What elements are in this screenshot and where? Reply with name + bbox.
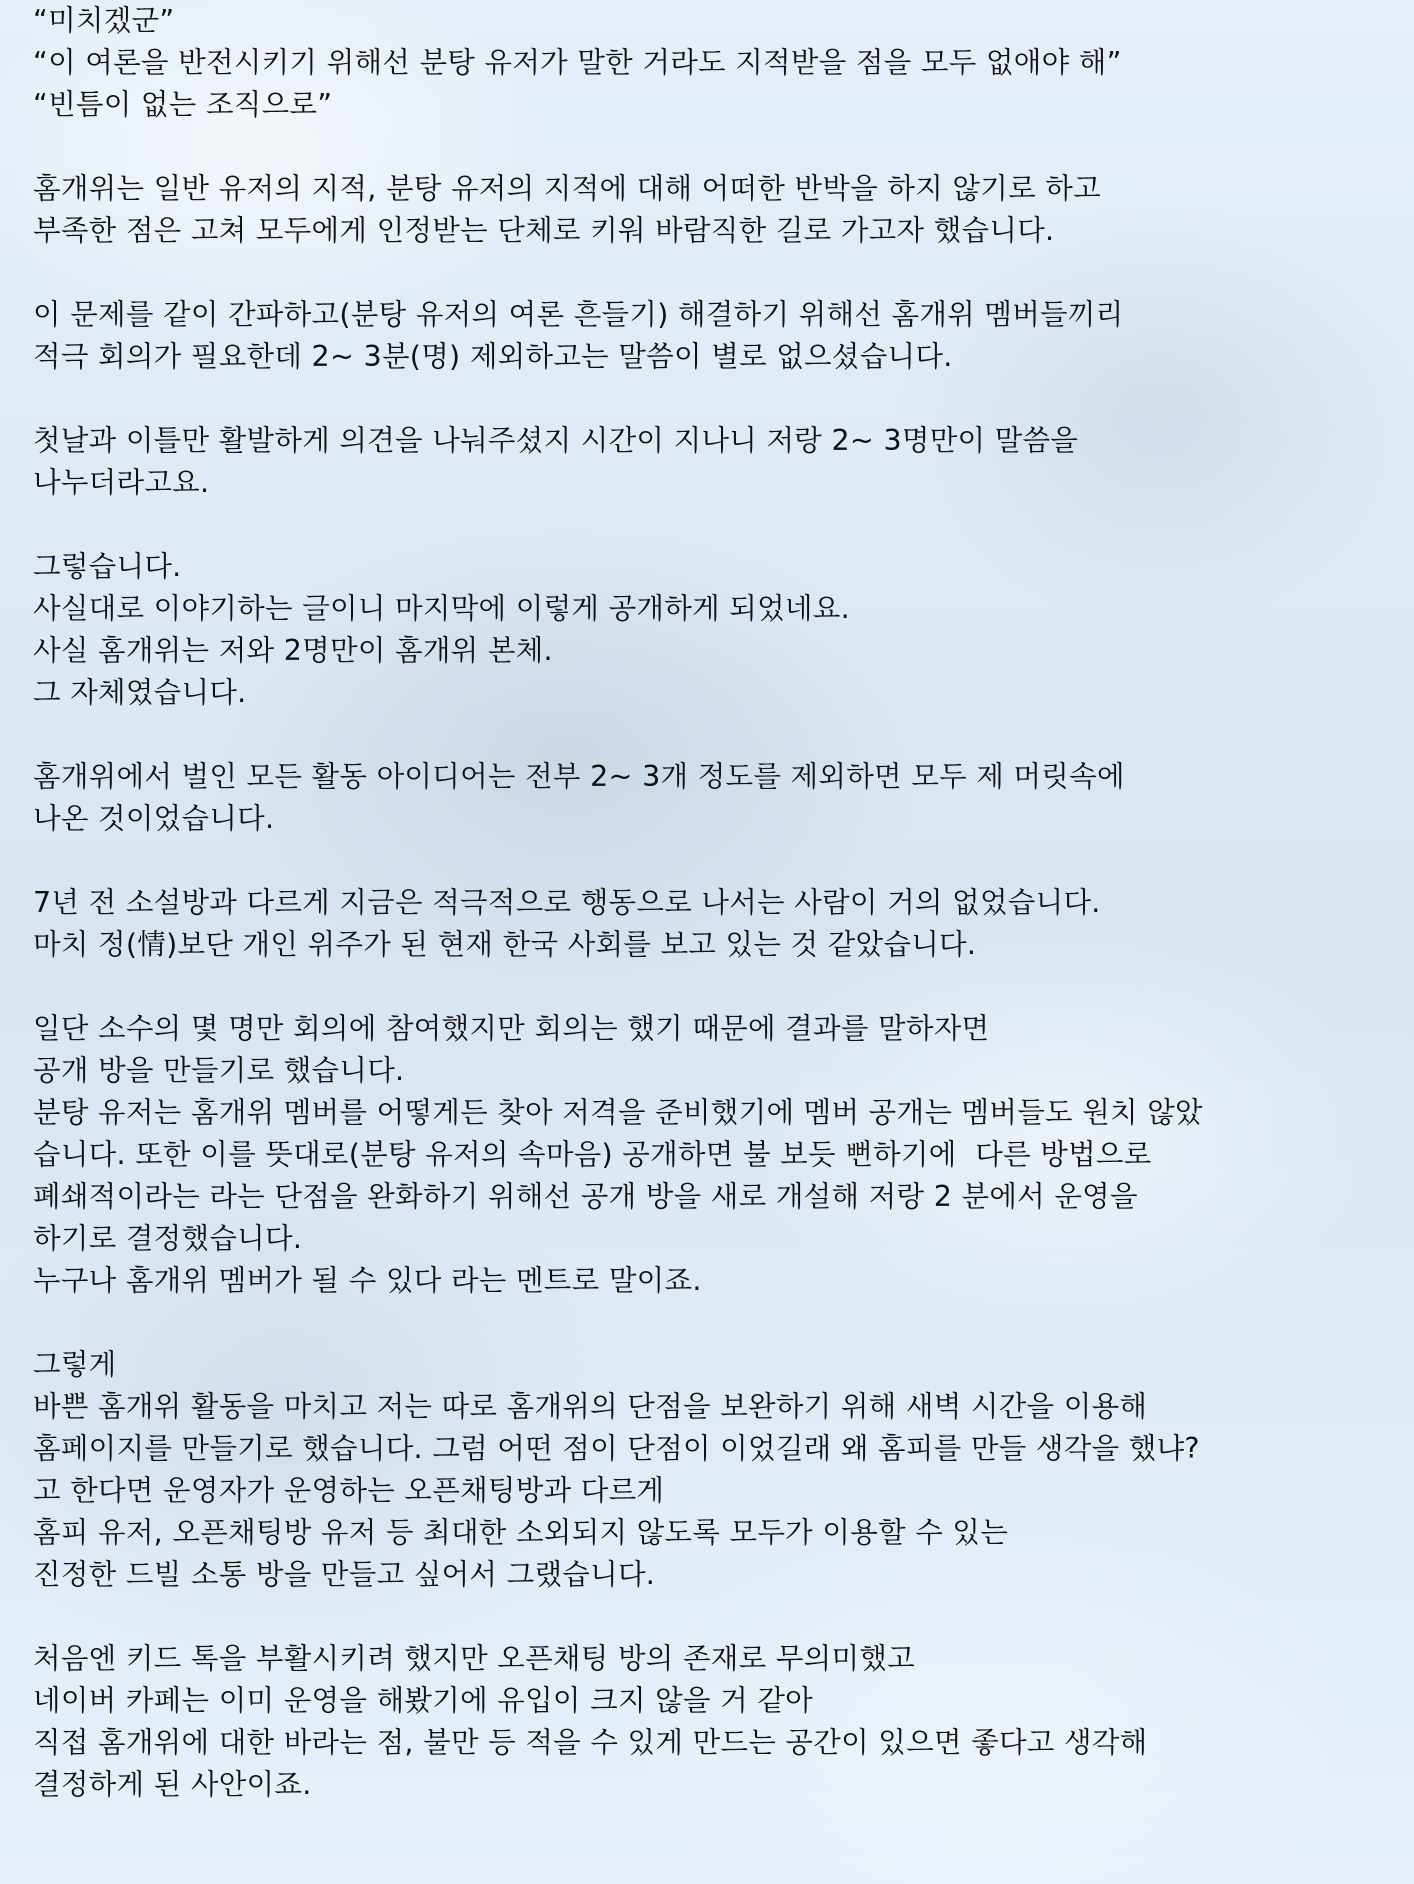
text-line: 습니다. 또한 이를 뜻대로(분탕 유저의 속마음) 공개하면 불 보듯 뻔하기에 다른 방법으로: [33, 1138, 1152, 1171]
text-line: 마치 정(情)보단 개인 위주가 된 현재 한국 사회를 보고 있는 것 같았습니다.: [33, 928, 977, 961]
paragraph-gap: [33, 126, 1403, 168]
text-line: 홈페이지를 만들기로 했습니다. 그럼 어떤 점이 단점이 이었길래 왜 홈피를 만들 생각을 했냐?: [33, 1432, 1200, 1465]
text-line: 나누더라고요.: [33, 466, 210, 499]
paragraph-gap: [33, 966, 1403, 1008]
paragraph: [33, 1638, 1403, 1806]
paragraph-gap: [33, 1302, 1403, 1344]
text-line: 그 자체였습니다.: [33, 676, 247, 709]
text-line: 나온 것이었습니다.: [33, 802, 275, 835]
paragraph-gap: [33, 714, 1403, 756]
text-line: 사실대로 이야기하는 글이니 마지막에 이렇게 공개하게 되었네요.: [33, 592, 850, 625]
text-line: 폐쇄적이라는 라는 단점을 완화하기 위해선 공개 방을 새로 개설해 저랑 2 분에서 운영을: [33, 1180, 1138, 1213]
text-line: 홈개위는 일반 유저의 지적, 분탕 유저의 지적에 대해 어떠한 반박을 하지 않기로 하고: [33, 172, 1101, 205]
paragraph: [33, 420, 1403, 504]
text-line: “미치겠군”: [33, 4, 175, 37]
text-line: 7년 전 소설방과 다르게 지금은 적극적으로 행동으로 나서는 사람이 거의 없었습니다.: [33, 886, 1101, 919]
paragraph-gap: [33, 504, 1403, 546]
document-text: [33, 0, 1403, 1806]
text-line: 사실 홈개위는 저와 2명만이 홈개위 본체.: [33, 634, 553, 667]
text-line: 네이버 카페는 이미 운영을 해봤기에 유입이 크지 않을 거 같아: [33, 1684, 814, 1717]
paragraph-gap: [33, 378, 1403, 420]
text-line: 하기로 결정했습니다.: [33, 1222, 303, 1255]
text-line: 이 문제를 같이 간파하고(분탕 유저의 여론 흔들기) 해결하기 위해선 홈개위 멤버들끼리: [33, 298, 1124, 331]
paragraph: [33, 882, 1403, 966]
text-line: 적극 회의가 필요한데 2~ 3분(명) 제외하고는 말씀이 별로 없으셨습니다.: [33, 340, 953, 373]
text-line: 진정한 드빌 소통 방을 만들고 싶어서 그랬습니다.: [33, 1558, 656, 1591]
paragraph: [33, 0, 1403, 126]
text-line: 그렇게: [33, 1348, 117, 1381]
text-line: 직접 홈개위에 대한 바라는 점, 불만 등 적을 수 있게 만드는 공간이 있으면 좋다고 생각해: [33, 1726, 1148, 1759]
paragraph-gap: [33, 840, 1403, 882]
text-line: 바쁜 홈개위 활동을 마치고 저는 따로 홈개위의 단점을 보완하기 위해 새벽 시간을 이용해: [33, 1390, 1148, 1423]
text-line: 결정하게 된 사안이죠.: [33, 1768, 312, 1801]
text-line: 고 한다면 운영자가 운영하는 오픈채팅방과 다르게: [33, 1474, 665, 1507]
paragraph: [33, 756, 1403, 840]
text-line: 분탕 유저는 홈개위 멤버를 어떻게든 찾아 저격을 준비했기에 멤버 공개는 멤버들도 원치 않았: [33, 1096, 1203, 1129]
paragraph: [33, 168, 1403, 252]
text-line: 그렇습니다.: [33, 550, 182, 583]
text-line: “이 여론을 반전시키기 위해선 분탕 유저가 말한 거라도 지적받을 점을 모두 없애야 해”: [33, 46, 1122, 79]
text-line: 홈개위에서 벌인 모든 활동 아이디어는 전부 2~ 3개 정도를 제외하면 모두 제 머릿속에: [33, 760, 1125, 793]
text-line: 누구나 홈개위 멤버가 될 수 있다 라는 멘트로 말이죠.: [33, 1264, 702, 1297]
text-line: 첫날과 이틀만 활발하게 의견을 나눠주셨지 시간이 지나니 저랑 2~ 3명만이 말씀을: [33, 424, 1079, 457]
text-line: 일단 소수의 몇 명만 회의에 참여했지만 회의는 했기 때문에 결과를 말하자면: [33, 1012, 990, 1045]
text-line: “빈틈이 없는 조직으로”: [33, 88, 333, 121]
paragraph: [33, 1008, 1403, 1302]
paragraph-gap: [33, 1596, 1403, 1638]
paragraph: [33, 294, 1403, 378]
text-line: 홈피 유저, 오픈채팅방 유저 등 최대한 소외되지 않도록 모두가 이용할 수 있는: [33, 1516, 1009, 1549]
text-line: 공개 방을 만들기로 했습니다.: [33, 1054, 405, 1087]
text-line: 부족한 점은 고쳐 모두에게 인정받는 단체로 키워 바람직한 길로 가고자 했습니다.: [33, 214, 1055, 247]
paragraph: [33, 546, 1403, 714]
paragraph: [33, 1344, 1403, 1596]
paragraph-gap: [33, 252, 1403, 294]
text-line: 처음엔 키드 톡을 부활시키려 했지만 오픈채팅 방의 존재로 무의미했고: [33, 1642, 915, 1675]
